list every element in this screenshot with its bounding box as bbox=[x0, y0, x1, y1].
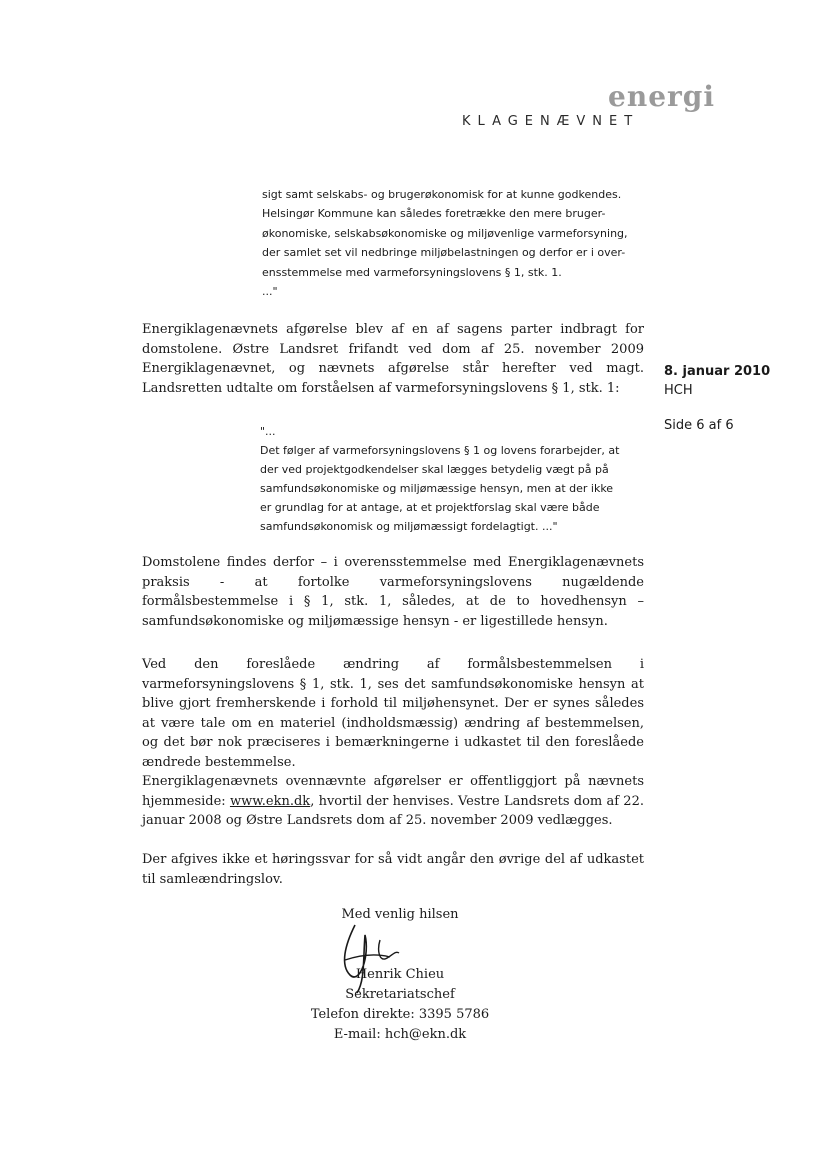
quote-block-2 bbox=[260, 422, 644, 536]
signer-name: Henrik Chieu bbox=[355, 967, 445, 982]
signer-title: Sekretariatschef bbox=[345, 987, 455, 1002]
quote2-line: "... bbox=[260, 425, 276, 438]
closing-greeting: Med venlig hilsen bbox=[341, 907, 459, 922]
author-initials: HCH bbox=[664, 383, 693, 398]
quote-block-1 bbox=[262, 185, 654, 301]
paragraph-amendment: Ved den foreslåede ændring af formålsbestemmelsen i varmeforsyningslovens § 1, stk. 1, ses det samfundsøkonomiske hensyn at blive gjort fremherskende i forhold til miljøhensynet. Der er synes således at være tale om en materiel (indholdsmæssig) ændring af bestemmelsen, og det bør nok præciseres i bemærkningerne i udkastet til den foreslåede ændrede bestemmelse. bbox=[142, 657, 644, 770]
quote2-line: er grundlag for at antage, at et projektforslag skal være både bbox=[260, 501, 600, 514]
klagenaevnet-logo-text: KLAGENÆVNET bbox=[462, 114, 640, 129]
quote1-line: ensstemmelse med varmeforsyningslovens § 1, stk. 1. bbox=[262, 265, 562, 279]
publication-text-before: Energiklagenævnets ovennævnte afgørelser er offentliggjort på nævnets hjemmeside: bbox=[142, 774, 644, 809]
signer-phone: Telefon direkte: 3395 5786 bbox=[310, 1007, 490, 1022]
signer-email: E-mail: hch@ekn.dk bbox=[333, 1027, 467, 1042]
paragraph-no-response: Der afgives ikke et høringssvar for så vidt angår den øvrige del af udkastet til samleændringslov. bbox=[142, 852, 644, 887]
paragraph-appeal: Energiklagenævnets afgørelse blev af en af sagens parter indbragt for domstolene. Østre Landsret frifandt ved dom af 25. november 2009 Energiklagenævnet, og nævnets afgørelse står herefter ved magt. Landsretten udtalte om forståelsen af varmeforsyningslovens § 1, stk. 1: bbox=[142, 322, 644, 396]
quote2-line: samfundsøkonomiske og miljømæssige hensyn, men at der ikke bbox=[260, 482, 614, 495]
quote1-line: sigt samt selskabs- og brugerøkonomisk for at kunne godkendes. bbox=[262, 188, 622, 201]
handwritten-signature-icon bbox=[335, 915, 415, 995]
quote2-line: der ved projektgodkendelser skal lægges betydelig vægt på på bbox=[260, 463, 609, 476]
ekn-website-link[interactable]: www.ekn.dk bbox=[229, 793, 311, 809]
document-sidebar bbox=[664, 364, 784, 433]
quote1-line: Helsingør Kommune kan således foretrække den mere bruger- bbox=[262, 207, 606, 221]
quote2-line: samfundsøkonomisk og miljømæssigt fordelagtigt. ..." bbox=[260, 520, 558, 533]
page-number: Side 6 af 6 bbox=[664, 418, 734, 433]
document-date: 8. januar 2010 bbox=[664, 364, 771, 379]
paragraph-publication bbox=[142, 772, 644, 831]
quote1-line: økonomiske, selskabsøkonomiske og miljøvenlige varmeforsyning, bbox=[262, 226, 628, 240]
quote1-line: der samlet set vil nedbringe miljøbelastningen og derfor er i over- bbox=[262, 246, 626, 260]
paragraph-courts: Domstolene findes derfor – i overensstemmelse med Energiklagenævnets praksis - at fortolke varmeforsyningslovens nugældende formålsbestemmelse i § 1, stk. 1, således, at de to hovedhensyn – samfundsøkonomiske og miljømæssige hensyn - er ligestillede hensyn. bbox=[142, 555, 644, 629]
publication-text-after: , hvortil der henvises. Vestre Landsrets dom af 22. januar 2008 og Østre Landsrets dom af 25. november 2009 vedlægges. bbox=[142, 793, 644, 828]
quote2-line: Det følger af varmeforsyningslovens § 1 og lovens forarbejder, at bbox=[260, 444, 620, 457]
quote1-line: ..." bbox=[262, 285, 278, 299]
energi-logo-mark: energi bbox=[608, 80, 715, 113]
